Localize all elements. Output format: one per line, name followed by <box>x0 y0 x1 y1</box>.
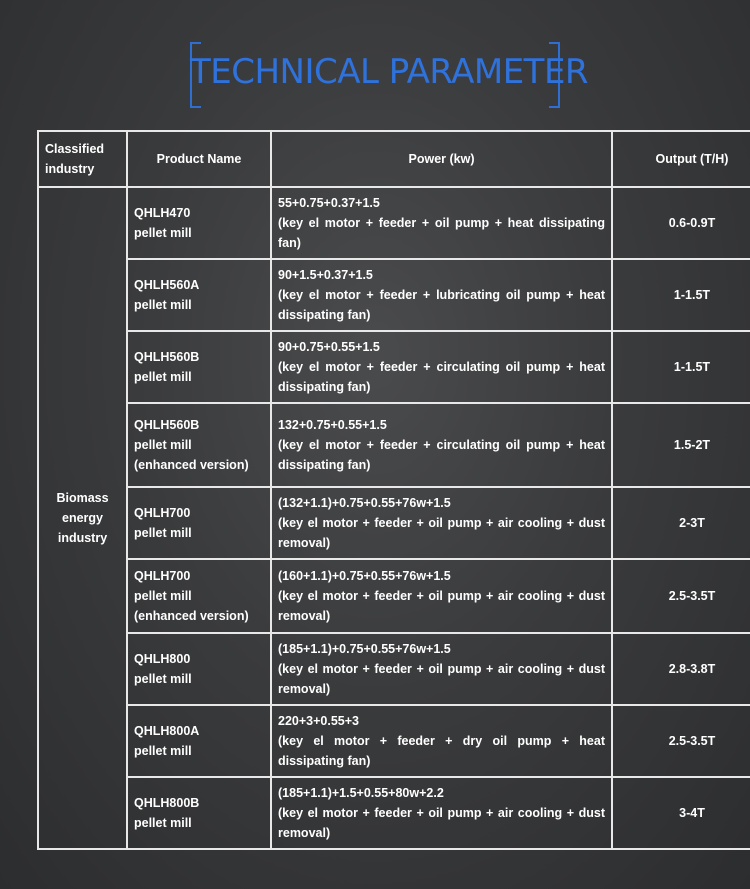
power-cell: 90+0.75+0.55+1.5 (key el motor + feeder + circulating oil pump + heat dissipating fan) <box>271 331 612 403</box>
product-name-cell: QHLH700 pellet mill <box>127 487 271 559</box>
header-output: Output (T/H) <box>612 131 750 187</box>
output-cell: 2.5-3.5T <box>612 705 750 777</box>
product-name-cell: QHLH560B pellet mill (enhanced version) <box>127 403 271 487</box>
product-name-cell: QHLH800 pellet mill <box>127 633 271 705</box>
header-power: Power (kw) <box>271 131 612 187</box>
output-cell: 3-4T <box>612 777 750 849</box>
power-cell: (160+1.1)+0.75+0.55+76w+1.5 (key el motor + feeder + oil pump + air cooling + dust removal) <box>271 559 612 633</box>
table-row <box>38 559 750 633</box>
power-cell: 220+3+0.55+3 (key el motor + feeder + dry oil pump + heat dissipating fan) <box>271 705 612 777</box>
table-row <box>38 705 750 777</box>
output-cell: 2.8-3.8T <box>612 633 750 705</box>
table-row <box>38 403 750 487</box>
output-cell: 1-1.5T <box>612 259 750 331</box>
power-cell: 55+0.75+0.37+1.5 (key el motor + feeder + oil pump + heat dissipating fan) <box>271 187 612 259</box>
output-cell: 0.6-0.9T <box>612 187 750 259</box>
table-row <box>38 331 750 403</box>
power-cell: (132+1.1)+0.75+0.55+76w+1.5 (key el motor + feeder + oil pump + air cooling + dust removal) <box>271 487 612 559</box>
table-row <box>38 487 750 559</box>
industry-cell: Biomass energy industry <box>38 187 127 849</box>
table-row <box>38 777 750 849</box>
product-name-cell: QHLH560B pellet mill <box>127 331 271 403</box>
table-header-row <box>38 131 750 187</box>
product-name-cell: QHLH700 pellet mill (enhanced version) <box>127 559 271 633</box>
product-name-cell: QHLH470 pellet mill <box>127 187 271 259</box>
table-body <box>38 187 750 849</box>
header-product-name: Product Name <box>127 131 271 187</box>
output-cell: 2-3T <box>612 487 750 559</box>
power-cell: 132+0.75+0.55+1.5 (key el motor + feeder + circulating oil pump + heat dissipating fan) <box>271 403 612 487</box>
page-title: TECHNICAL PARAMETER <box>190 52 589 92</box>
output-cell: 1-1.5T <box>612 331 750 403</box>
parameter-table <box>37 130 750 850</box>
output-cell: 1.5-2T <box>612 403 750 487</box>
header-industry: Classified industry <box>38 131 127 187</box>
table-row <box>38 187 750 259</box>
output-cell: 2.5-3.5T <box>612 559 750 633</box>
title-frame <box>190 42 589 106</box>
power-cell: (185+1.1)+1.5+0.55+80w+2.2 (key el motor + feeder + oil pump + air cooling + dust removal) <box>271 777 612 849</box>
table-row <box>38 259 750 331</box>
power-cell: (185+1.1)+0.75+0.55+76w+1.5 (key el motor + feeder + oil pump + air cooling + dust removal) <box>271 633 612 705</box>
product-name-cell: QHLH560A pellet mill <box>127 259 271 331</box>
table-row <box>38 633 750 705</box>
product-name-cell: QHLH800B pellet mill <box>127 777 271 849</box>
power-cell: 90+1.5+0.37+1.5 (key el motor + feeder + lubricating oil pump + heat dissipating fan) <box>271 259 612 331</box>
product-name-cell: QHLH800A pellet mill <box>127 705 271 777</box>
